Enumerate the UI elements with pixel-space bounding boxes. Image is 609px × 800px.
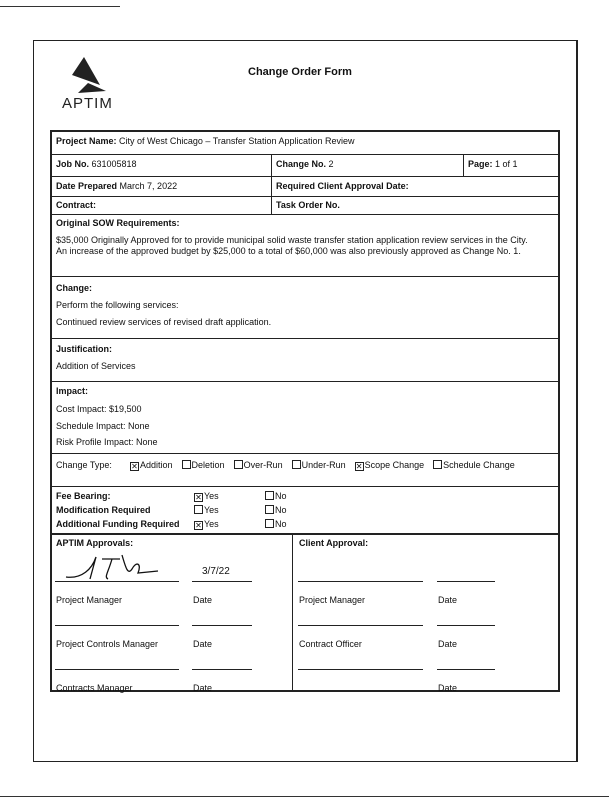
impact-section bbox=[52, 382, 558, 454]
yes-label: Yes bbox=[204, 491, 219, 501]
job-label: Job No. bbox=[56, 159, 89, 169]
change-line-1: Perform the following services: bbox=[56, 300, 179, 310]
change-type-section bbox=[52, 454, 558, 487]
fee-label: Additional Funding Required bbox=[56, 519, 180, 529]
no-checkbox[interactable] bbox=[265, 491, 274, 500]
signature-line bbox=[55, 669, 179, 670]
date-line bbox=[192, 581, 252, 582]
fee-label: Fee Bearing: bbox=[56, 491, 111, 501]
risk-impact: Risk Profile Impact: None bbox=[56, 437, 158, 447]
no-label: No bbox=[275, 519, 287, 529]
no-option[interactable] bbox=[265, 491, 287, 501]
change-type-option-label: Deletion bbox=[191, 460, 225, 470]
signature-line bbox=[298, 581, 423, 582]
yes-checkbox[interactable]: ✕ bbox=[195, 493, 202, 502]
no-label: No bbox=[275, 505, 287, 515]
change-type-option[interactable] bbox=[433, 460, 515, 470]
project-row bbox=[52, 132, 558, 155]
signature-icon bbox=[62, 549, 162, 583]
date-label: Date bbox=[193, 595, 213, 605]
justification-section bbox=[52, 339, 558, 382]
no-label: No bbox=[275, 491, 287, 501]
change-line-2: Continued review services of revised draft application. bbox=[56, 317, 272, 327]
date-prepared-value: March 7, 2022 bbox=[119, 181, 178, 191]
contract-label: Contract: bbox=[56, 200, 96, 210]
change-type-option-label: Scope Change bbox=[364, 460, 425, 470]
signature-line bbox=[55, 625, 179, 626]
yes-label: Yes bbox=[204, 519, 219, 529]
change-section bbox=[52, 277, 558, 339]
date-row bbox=[52, 177, 558, 197]
no-checkbox[interactable] bbox=[265, 505, 274, 514]
checkbox[interactable]: ✕ bbox=[355, 462, 363, 471]
date-label: Date bbox=[438, 639, 458, 649]
no-option[interactable] bbox=[265, 519, 287, 529]
yes-option[interactable] bbox=[194, 491, 219, 502]
client-approval-date-label: Required Client Approval Date: bbox=[276, 181, 409, 191]
project-value: City of West Chicago – Transfer Station Application Review bbox=[119, 136, 355, 146]
date-line bbox=[192, 669, 252, 670]
project-label: Project Name: bbox=[56, 136, 117, 146]
no-option[interactable] bbox=[265, 505, 287, 515]
client-approval-label: Client Approval: bbox=[299, 538, 369, 548]
date-line bbox=[437, 669, 495, 670]
no-checkbox[interactable] bbox=[265, 519, 274, 528]
job-value: 631005818 bbox=[91, 159, 137, 169]
change-type-option-label: Over-Run bbox=[243, 460, 283, 470]
change-type-option[interactable] bbox=[292, 460, 346, 470]
sow-text-1: $35,000 Originally Approved for to provide municipal solid waste transfer station application review services in the City. bbox=[56, 235, 528, 245]
change-type-option[interactable] bbox=[355, 460, 425, 470]
approvals-section bbox=[52, 535, 558, 692]
change-no-label: Change No. bbox=[276, 159, 327, 169]
schedule-impact: Schedule Impact: None bbox=[56, 421, 150, 431]
date-label: Date bbox=[193, 639, 213, 649]
signature-line bbox=[55, 581, 179, 582]
date-line bbox=[192, 625, 252, 626]
cost-impact: Cost Impact: $19,500 bbox=[56, 404, 142, 414]
change-label: Change: bbox=[56, 283, 92, 293]
fee-label: Modification Required bbox=[56, 505, 151, 515]
contract-row bbox=[52, 197, 558, 215]
sow-label: Original SOW Requirements: bbox=[56, 218, 180, 228]
date-label: Date bbox=[193, 683, 213, 693]
checkbox[interactable]: ✕ bbox=[131, 462, 138, 471]
job-row bbox=[52, 155, 558, 177]
role-label: Project Manager bbox=[56, 595, 123, 605]
role-label: Project Controls Manager bbox=[56, 639, 159, 649]
justification-text: Addition of Services bbox=[56, 361, 136, 371]
task-order-label: Task Order No. bbox=[276, 200, 340, 210]
change-type-label: Change Type: bbox=[56, 460, 112, 470]
logo-text: APTIM bbox=[62, 95, 113, 112]
yes-checkbox[interactable]: ✕ bbox=[195, 521, 202, 530]
yes-checkbox[interactable] bbox=[194, 505, 203, 514]
page-label: Page: bbox=[468, 159, 493, 169]
fee-section bbox=[52, 487, 558, 535]
change-type-option-label: Addition bbox=[140, 460, 173, 470]
checkbox[interactable] bbox=[292, 460, 301, 469]
page-value: 1 of 1 bbox=[495, 159, 518, 169]
sow-text-2: An increase of the approved budget by $25,000 to a total of $60,000 was also previously approved as Change No. 1. bbox=[56, 246, 521, 256]
role-label: Contracts Manager bbox=[56, 683, 133, 693]
justification-label: Justification: bbox=[56, 344, 113, 354]
change-type-option-label: Schedule Change bbox=[443, 460, 515, 470]
sow-section bbox=[52, 215, 558, 277]
signature-line bbox=[298, 625, 423, 626]
aptim-approvals-label: APTIM Approvals: bbox=[56, 538, 134, 548]
change-type-option[interactable] bbox=[130, 460, 173, 470]
date-line bbox=[437, 625, 495, 626]
role-label: Project Manager bbox=[299, 595, 366, 605]
change-no-value: 2 bbox=[328, 159, 334, 169]
impact-label: Impact: bbox=[56, 386, 89, 396]
date-line bbox=[437, 581, 495, 582]
date-label: Date bbox=[438, 683, 458, 693]
checkbox[interactable] bbox=[433, 460, 442, 469]
change-order-form bbox=[50, 130, 560, 692]
checkbox[interactable] bbox=[234, 460, 243, 469]
page-title: Change Order Form bbox=[248, 66, 352, 78]
change-type-option[interactable] bbox=[234, 460, 283, 470]
date-signed: 3/7/22 bbox=[202, 566, 230, 577]
date-label: Date bbox=[438, 595, 458, 605]
date-prepared-label: Date Prepared bbox=[56, 181, 118, 191]
change-type-option-label: Under-Run bbox=[301, 460, 346, 470]
yes-option[interactable] bbox=[194, 519, 219, 530]
checkbox[interactable] bbox=[182, 460, 191, 469]
signature-line bbox=[298, 669, 423, 670]
yes-option[interactable] bbox=[194, 505, 219, 515]
role-label: Contract Officer bbox=[299, 639, 362, 649]
yes-label: Yes bbox=[204, 505, 219, 515]
change-type-option[interactable] bbox=[182, 460, 225, 470]
